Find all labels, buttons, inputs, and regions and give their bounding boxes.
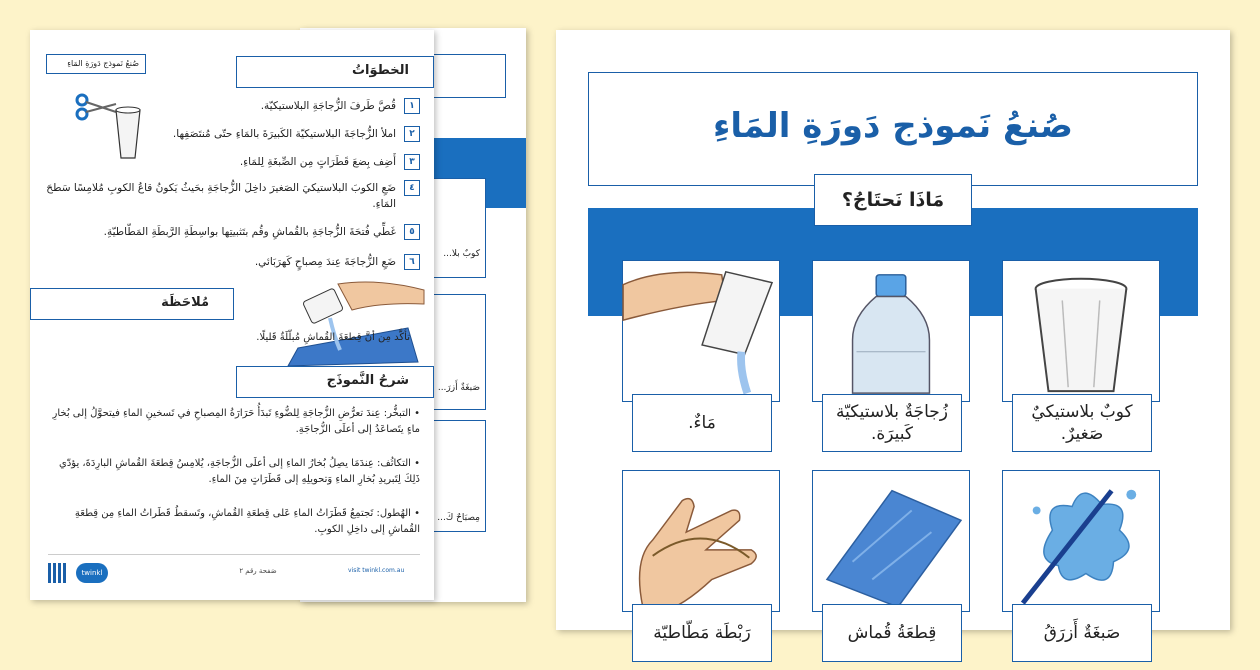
supply-card [622, 260, 780, 460]
step-text: أَضِف بِضعَ قَطَرَاتٍ مِن الصِّبغَةِ لِلمَاءِ. [239, 156, 396, 168]
qr-code-icon [48, 563, 68, 583]
blue-paint-icon [1002, 470, 1160, 612]
step-text: ضَعِ الزُّجاجَةَ عِندَ مِصباحٍ كَهرَبَائي. [254, 256, 396, 268]
explanation-bullet: • التكاثُف: عِندَمَا يصِلُ بُخارُ الماءِ إلى أعلَى الزُّجاجَةِ، يُلامِسُ قِطعَةَ القُماشِ البارِدَةَ، يؤدّي ذَلِكَ لِتَبريدِ بُخارِ الماءِ وَتحويلِهِ إلى قَطَرَاتٍ مِنَ الماءِ. [59, 458, 420, 485]
note-heading: مُلاحَظَة [30, 288, 234, 320]
step-item [30, 254, 434, 274]
step-number: ٤ [404, 180, 420, 196]
supply-label: كوبٌ بلاستيكيٌ صَغيرٌ. [1012, 394, 1152, 452]
supply-label: مَاءٌ. [632, 394, 772, 452]
explanation-bullet: • الهُطول: تَجتمِعُ قَطَرَاتُ الماءِ عَلى قِطعَةِ القُماشِ، وتَسقطُ قَطَراتُ الماءِ مِن قِطعَةِ القُماشِ إلى داخِلِ الكوبِ. [74, 508, 420, 535]
supply-card [1002, 260, 1160, 460]
poster [556, 30, 1230, 643]
supply-label: قِطعَةُ قُماش [822, 604, 962, 662]
supply-card [812, 470, 970, 670]
steps-list [30, 94, 434, 284]
explanation-bullet: • التبخُّر: عِندَ تعرُّضِ الزُّجاجَةِ لِلضُّوءِ تَبدَأُ حَرَارَةُ المِصباحِ في تَسخينِ الماءِ فيتحوَّلُ إلى بُخارِ ماءٍ يتَصاعَدُ إلى أعلَى الزُّجاجَةِ. [52, 408, 420, 435]
worksheet [30, 30, 434, 600]
back-sheet-label: كوبٌ بلا... [443, 249, 480, 259]
pouring-water-icon [622, 260, 780, 402]
footer [48, 554, 420, 588]
step-number: ٢ [404, 126, 420, 142]
note-text: تأكَّد مِن أنَّ قِطعَةَ القُماشِ مُبلّلَةٌ قَليلًا. [256, 332, 410, 343]
step-number: ٦ [404, 254, 420, 270]
back-sheet-label: صَبغَةٌ أَزرَ... [437, 383, 480, 393]
supply-card [812, 260, 970, 460]
supply-card [622, 470, 780, 670]
supply-label: رَبْطَة مَطّاطيّة [632, 604, 772, 662]
step-text: ضَعِ الكوبَ البلاستيكيَ الصَغيرَ داخِلَ الزُّجاجَةِ بحَيثُ يَكونُ قاعُ الكوبِ مُلامِسًا سَطحَ المَاءِ. [46, 182, 396, 210]
step-item [30, 224, 434, 244]
footer-url: visit twinkl.com.au [348, 567, 405, 574]
poster-title: صُنعُ نَموذج دَورَةِ المَاءِ [713, 106, 1073, 146]
rubber-band-icon [622, 470, 780, 612]
step-text: املأ الزُّجاجَةَ البلاستيكيّة الكَبيرَةَ بالمَاءِ حتّى مُنتَصَفِها. [172, 128, 396, 140]
worksheet-header-tag: صُنعُ نَموذج دَورَةِ المَاءِ [46, 54, 146, 74]
step-text: قُصَّ طَرفَ الزُّجاجَةِ البلاستيكيّة. [260, 100, 396, 112]
step-item [30, 126, 434, 146]
step-number: ١ [404, 98, 420, 114]
cloth-icon [812, 470, 970, 612]
twinkl-logo: twinkl [76, 563, 108, 583]
poster-subtitle: مَاذَا نَحتَاجُ؟ [841, 189, 945, 211]
poster-title-box [588, 72, 1198, 186]
step-text: غَطِّي فُتحَةَ الزُّجاجَةِ بالقُماشِ وقُم بتَثبيتِها بواسِطَةِ الرَّبطَةِ المَطّاطيّةِ. [103, 226, 396, 238]
poster-subtitle-box [814, 174, 972, 226]
supply-label: زُجاجَةٌ بلاستيكيّة كَبيرَة. [822, 394, 962, 452]
footer-page-number: صَفحة رقم ٢ [239, 567, 277, 575]
step-number: ٥ [404, 224, 420, 240]
plastic-bottle-icon [812, 260, 970, 402]
step-item [30, 180, 434, 216]
back-sheet-card [430, 178, 486, 278]
plastic-cup-icon [1002, 260, 1160, 402]
step-number: ٣ [404, 154, 420, 170]
pouring-on-cloth-icon [278, 278, 428, 370]
supply-label: صَبغَةٌ أَزرَقُ [1012, 604, 1152, 662]
step-item [30, 154, 434, 174]
back-sheet-label: مِصبَاحٌ كَ... [437, 513, 480, 523]
step-item [30, 98, 434, 118]
explanation-heading: شرحُ النَّموذَج [236, 366, 434, 398]
steps-heading: الخطوَاتُ [236, 56, 434, 88]
back-sheet-header-box [430, 54, 506, 98]
supply-card [1002, 470, 1160, 670]
